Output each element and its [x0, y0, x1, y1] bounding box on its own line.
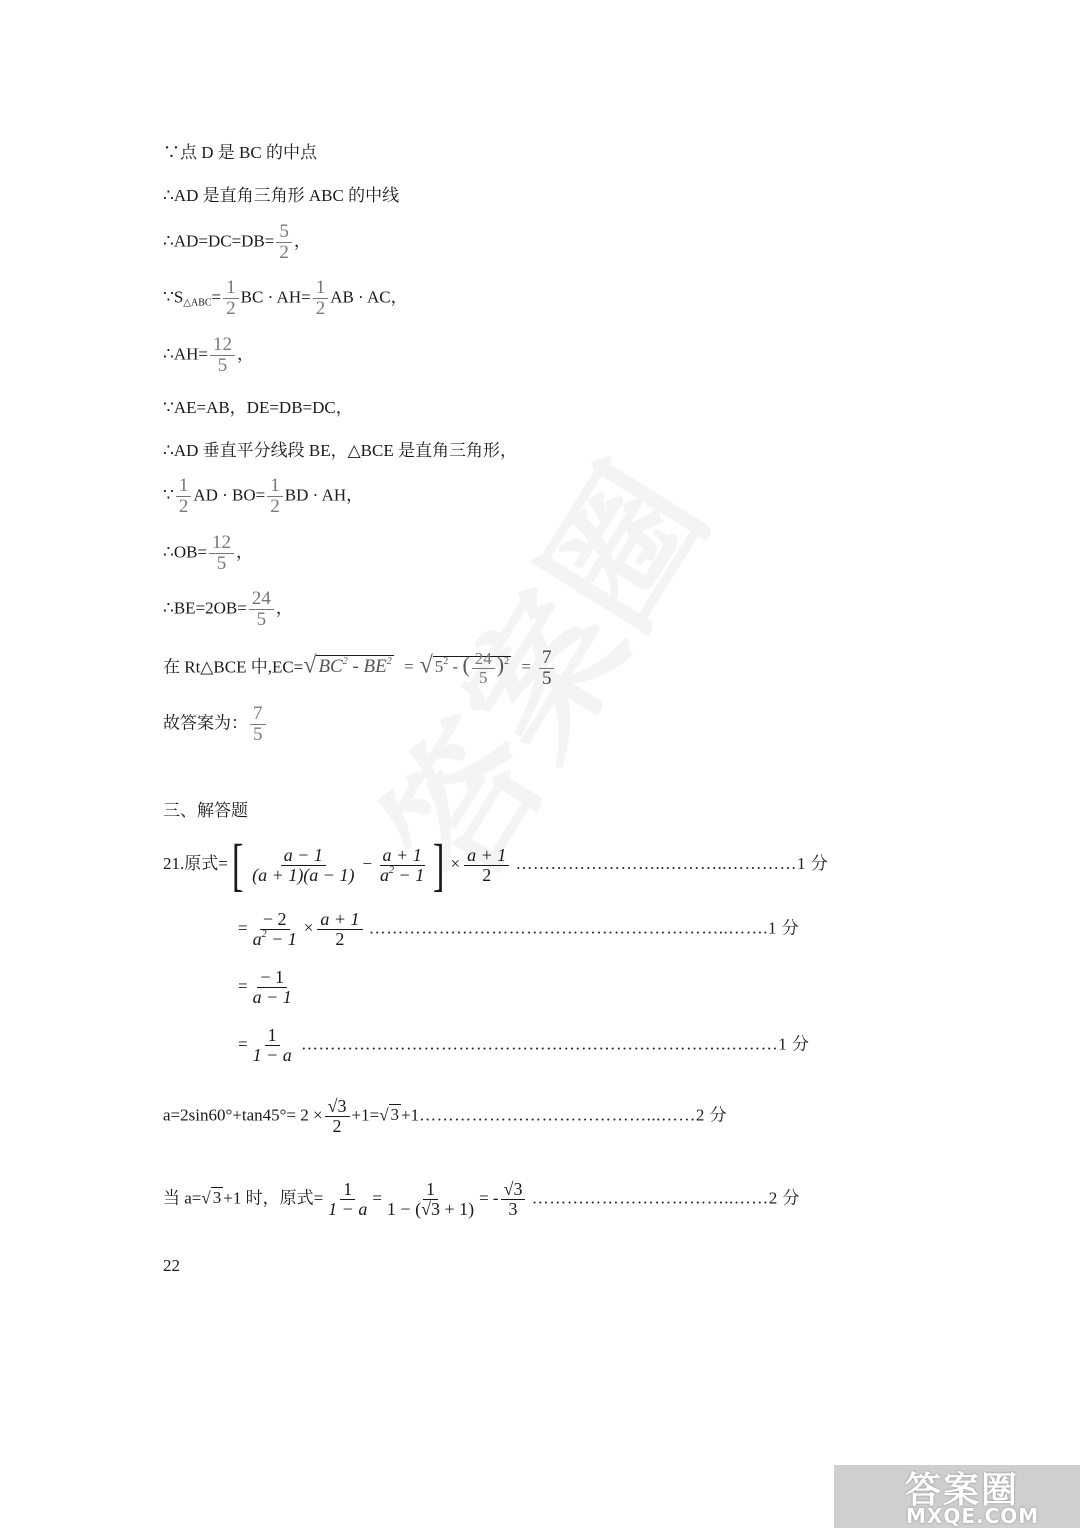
denominator: 2: [315, 297, 326, 319]
denominator: 2: [178, 495, 189, 517]
denominator: 1 − a: [328, 1198, 368, 1219]
q21-step-1: [163, 832, 829, 897]
numerator: 1: [223, 278, 239, 299]
text: BE: [363, 656, 387, 678]
text: +1=: [351, 1105, 380, 1125]
text: =: [238, 1034, 248, 1054]
numerator: 24: [472, 650, 495, 669]
q22-label: 22: [163, 1256, 180, 1275]
line-median: ∴AD 是直角三角形 ABC 的中线: [163, 186, 400, 205]
fraction: [377, 846, 427, 885]
line-ec: [163, 648, 556, 689]
fraction: [209, 533, 234, 574]
denominator: 2: [335, 928, 345, 949]
denominator: 5: [217, 354, 228, 376]
line-midpoint: ∵点 D 是 BC 的中点: [163, 143, 317, 162]
text: ，: [275, 598, 293, 618]
text: −: [362, 853, 373, 873]
fraction: [325, 1180, 370, 1219]
fraction: [250, 910, 300, 949]
radicand: 3: [212, 1188, 222, 1208]
fraction: [210, 335, 235, 376]
text: BD · AH，: [284, 485, 364, 505]
superscript: 2: [342, 656, 348, 668]
text: =: [372, 1188, 382, 1208]
text: − 1: [266, 928, 297, 949]
numerator: 12: [209, 533, 234, 554]
text: ∵S: [163, 287, 184, 307]
fraction: [249, 846, 357, 885]
q21-a-value: [163, 1097, 727, 1136]
denominator: 5: [216, 552, 227, 574]
denominator: 2: [482, 864, 492, 885]
line-answer: [163, 704, 268, 745]
superscript: 2: [386, 656, 392, 668]
bracket: ]: [433, 832, 445, 897]
numerator: √3: [501, 1180, 526, 1200]
numerator: a + 1: [380, 846, 425, 866]
fraction: [250, 1026, 295, 1065]
score-leader: ……………………………………………………………….………1 分: [301, 1034, 810, 1054]
section-heading: 三、解答题: [163, 801, 248, 820]
denominator: 5: [541, 667, 552, 689]
line-ad-dc-db: [163, 222, 311, 263]
sqrt-sign: √: [303, 652, 317, 679]
text: +1 时，原式=: [223, 1188, 324, 1208]
numerator: − 1: [257, 968, 287, 988]
text: a: [252, 928, 262, 949]
line-ob: [163, 533, 253, 574]
denominator: 5: [479, 667, 488, 687]
numerator: 24: [249, 589, 274, 610]
fraction: [249, 589, 274, 630]
line-be: [163, 589, 293, 630]
numerator: a − 1: [281, 846, 326, 866]
numerator: 1: [265, 1026, 280, 1046]
fraction: [325, 1097, 350, 1136]
q21-step-3: [238, 968, 297, 1007]
badge-url: MXQE.COM: [906, 1504, 1040, 1528]
superscript: 2: [504, 656, 510, 668]
q21-step-2: [238, 910, 799, 949]
text: = -: [479, 1188, 499, 1208]
denominator: 5: [256, 608, 267, 630]
line-ae-ab: ∵AE=AB，DE=DB=DC，: [163, 398, 353, 417]
text: =: [238, 976, 248, 996]
radicand: 3: [390, 1105, 400, 1125]
score-leader: ……………………………..……2 分: [531, 1188, 800, 1208]
text: − 1: [394, 864, 425, 885]
subscript: △ABC: [183, 297, 212, 309]
fraction: [472, 650, 495, 687]
line-area-abc: [163, 278, 408, 319]
fraction: [501, 1180, 526, 1219]
numerator: 1: [176, 476, 192, 497]
text: 当 a=: [163, 1188, 202, 1208]
text: =: [521, 657, 531, 677]
sqrt-sign: √: [379, 1105, 389, 1125]
sqrt-sign: √: [419, 652, 433, 679]
denominator: 2: [270, 495, 280, 517]
numerator: 12: [210, 335, 235, 356]
text: AB · AC，: [330, 287, 408, 307]
denominator: (a + 1)(a − 1): [252, 864, 355, 885]
text: ∴OB=: [163, 542, 208, 562]
numerator: 7: [250, 704, 266, 725]
text: ，: [293, 231, 311, 251]
text: ∴BE=2OB=: [163, 598, 247, 618]
question-label: 21.原式=: [163, 853, 228, 873]
fraction: [276, 222, 292, 263]
line-perp-bisector: ∴AD 垂直平分线段 BE，△BCE 是直角三角形，: [163, 441, 517, 460]
denominator: 2: [279, 241, 289, 263]
numerator: − 2: [260, 910, 290, 930]
text: 故答案为：: [163, 713, 248, 733]
fraction: [267, 476, 283, 517]
text: ∴AH=: [163, 344, 208, 364]
text: AD · BO=: [193, 485, 266, 505]
text: BC · AH=: [240, 287, 311, 307]
numerator: √3: [325, 1097, 350, 1117]
numerator: 7: [539, 648, 555, 669]
radicand: [316, 655, 393, 677]
fraction: [176, 476, 192, 517]
text: ，: [236, 344, 254, 364]
denominator: 2: [226, 297, 236, 319]
text: 在 Rt△BCE 中,EC=: [163, 657, 304, 677]
numerator: a + 1: [464, 846, 509, 866]
score-leader: ……………………………………………………..…….1 分: [368, 918, 800, 938]
text: ×: [450, 853, 461, 873]
superscript: 2: [443, 656, 449, 668]
badge-logo-text: 答案圈: [905, 1470, 1020, 1511]
text: =: [211, 287, 222, 307]
paren: ): [496, 652, 505, 678]
fraction: [313, 278, 329, 319]
text: BC: [318, 656, 343, 678]
denominator: [377, 866, 427, 885]
superscript: 2: [261, 928, 267, 940]
text: +1: [401, 1105, 420, 1125]
text: =: [238, 918, 248, 938]
superscript: 2: [389, 864, 395, 876]
q21-step-4: [238, 1026, 810, 1065]
fraction: [250, 968, 295, 1007]
text: ，: [236, 542, 254, 562]
text: ×: [303, 918, 314, 938]
line-ah: [163, 335, 254, 376]
text: =: [404, 657, 414, 677]
paren: (: [462, 652, 470, 678]
numerator: 5: [276, 222, 292, 243]
fraction: [539, 648, 555, 689]
text: 5: [434, 657, 444, 677]
score-leader: ……………………..………..…………1 分: [515, 853, 829, 873]
q21-substitute: [163, 1180, 800, 1219]
fraction: [317, 910, 362, 949]
fraction: [250, 704, 266, 745]
fraction: [464, 846, 509, 885]
numerator: a + 1: [317, 910, 362, 930]
text: a: [380, 864, 390, 885]
text: -: [347, 656, 364, 678]
denominator: 5: [253, 723, 263, 745]
denominator: a − 1: [252, 986, 292, 1007]
denominator: 3: [508, 1198, 518, 1219]
text: ∵: [163, 485, 174, 505]
text: a=2sin60°+tan45°= 2 ×: [163, 1105, 323, 1125]
text: ∴AD=DC=DB=: [163, 231, 275, 251]
text: -: [448, 657, 463, 677]
numerator: 1: [423, 1180, 438, 1200]
radicand: [433, 649, 511, 687]
denominator: 1 − (√3 + 1): [386, 1198, 475, 1219]
score-leader: …………………………………...……2 分: [419, 1105, 728, 1125]
fraction: [223, 278, 239, 319]
fraction: [384, 1180, 477, 1219]
sqrt-sign: √: [201, 1188, 211, 1208]
denominator: [250, 930, 300, 949]
numerator: 1: [340, 1180, 355, 1200]
denominator: 2: [332, 1115, 342, 1136]
numerator: 1: [267, 476, 283, 497]
line-ad-bo: [163, 476, 363, 517]
numerator: 1: [313, 278, 329, 299]
bracket: [: [231, 832, 244, 897]
denominator: 1 − a: [252, 1044, 292, 1065]
